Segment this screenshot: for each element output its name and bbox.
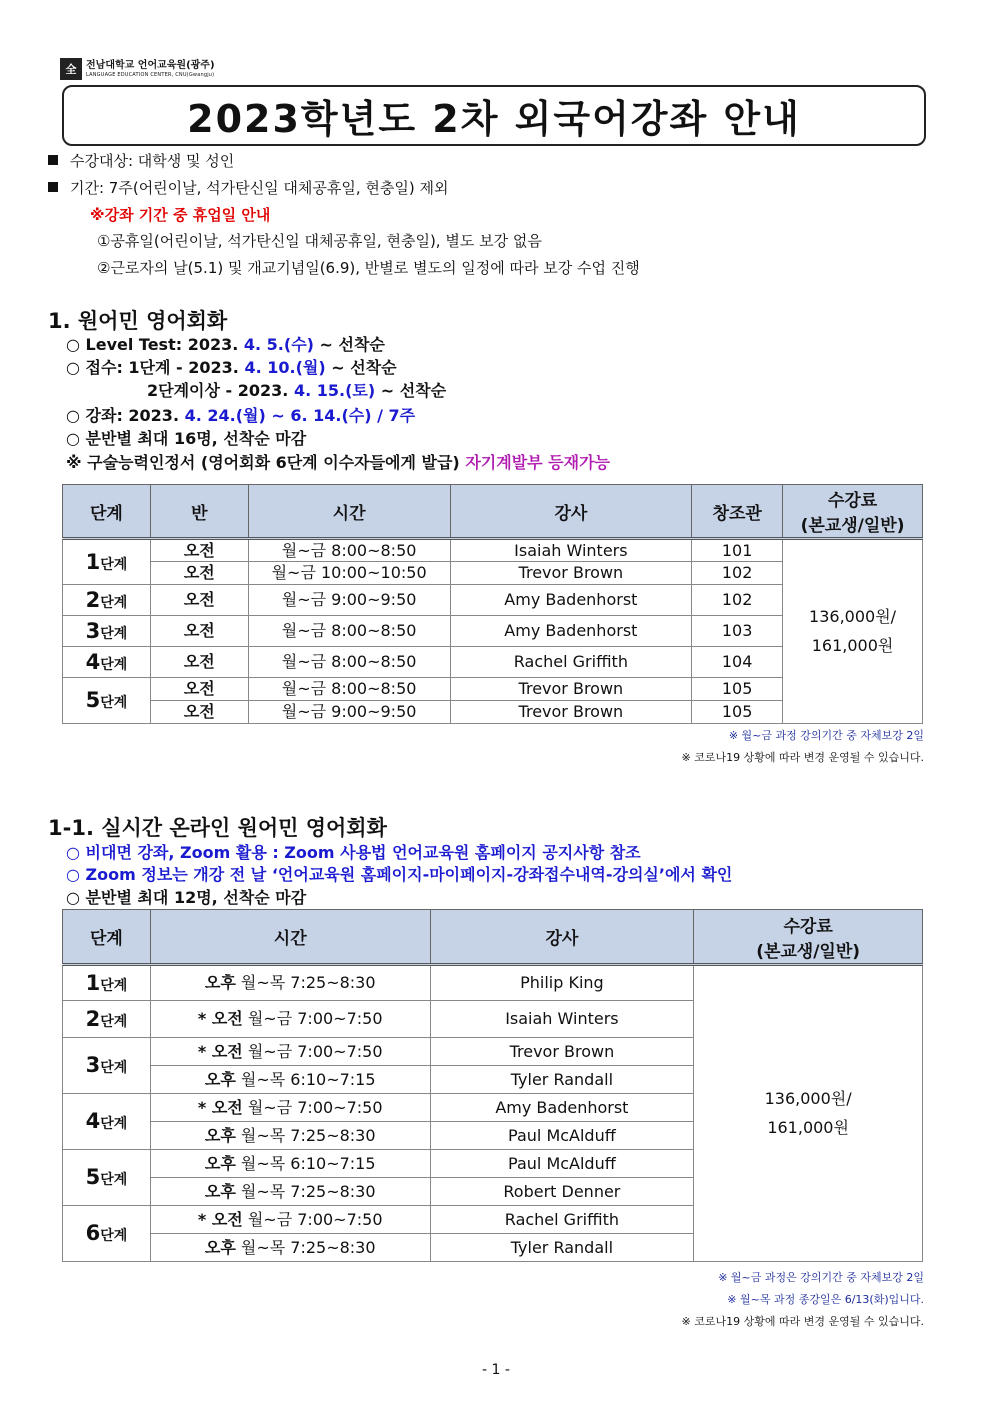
level-cell: 1단계 [63,539,151,585]
header-fee: 수강료 (본교생/일반) [783,485,923,539]
section2-note-1: ※ 월~금 과정은 강의기간 중 자체보강 2일 [718,1271,924,1284]
level-cell: 3단계 [63,1038,151,1094]
level-cell: 2단계 [63,585,151,616]
teacher-cell: Trevor Brown [450,701,692,724]
teacher-cell: Trevor Brown [430,1038,694,1066]
registration-line-2: 2단계이상 - 2023. 4. 15.(토) ~ 선착순 [147,381,447,400]
level-cell: 4단계 [63,1094,151,1150]
holiday-item-1: ①공휴일(어린이날, 석가탄신일 대체공휴일, 현충일), 별도 보강 없음 [97,232,542,250]
time-cell: 월~금 8:00~8:50 [248,678,450,701]
teacher-cell: Paul McAlduff [430,1150,694,1178]
time-cell: 오후 월~목 7:25~8:30 [150,1234,430,1262]
logo-subtitle: LANGUAGE EDUCATION CENTER, CNU(Gwangju) [86,71,215,78]
teacher-cell: Robert Denner [430,1178,694,1206]
time-cell: 오후 월~목 6:10~7:15 [150,1150,430,1178]
room-cell: 101 [692,539,783,562]
level-cell: 5단계 [63,678,151,724]
header-level: 단계 [63,910,151,965]
header-room: 창조관 [692,485,783,539]
online-line-2: ○ Zoom 정보는 개강 전 날 ‘언어교육원 홈페이지-마이페이지-강좌접수내역-강의실’에서 확인 [66,865,733,884]
level-cell: 3단계 [63,616,151,647]
teacher-cell: Amy Badenhorst [450,585,692,616]
header-level: 단계 [63,485,151,539]
header-time: 시간 [248,485,450,539]
section2-note-3: ※ 코로나19 상황에 따라 변경 운영될 수 있습니다. [681,1315,924,1328]
square-bullet-icon [48,155,58,165]
teacher-cell: Trevor Brown [450,678,692,701]
fee-cell: 136,000원/ 161,000원 [694,965,923,1262]
logo-mark-icon: 全 [60,58,82,80]
time-cell: 오후 월~목 7:25~8:30 [150,965,430,1001]
level-cell: 1단계 [63,965,151,1001]
time-cell: 월~금 10:00~10:50 [248,562,450,585]
holiday-item-2: ②근로자의 날(5.1) 및 개교기념일(6.9), 반별로 별도의 일정에 따라 보강 수업 진행 [97,259,640,277]
online-line-3: ○ 분반별 최대 12명, 선착순 마감 [66,888,307,907]
table-row [63,539,923,562]
time-cell: * 오전 월~금 7:00~7:50 [150,1038,430,1066]
teacher-cell: Paul McAlduff [430,1122,694,1150]
title-box [62,85,926,146]
logo-name: 전남대학교 언어교육원(광주) [86,59,215,71]
header-teacher: 강사 [430,910,694,965]
registration-line: ○ 접수: 1단계 - 2023. 4. 10.(월) ~ 선착순 [66,358,397,377]
section1-note-2: ※ 코로나19 상황에 따라 변경 운영될 수 있습니다. [681,751,924,764]
fee-cell: 136,000원/ 161,000원 [783,539,923,724]
teacher-cell: Isaiah Winters [450,539,692,562]
time-cell: 오후 월~목 6:10~7:15 [150,1066,430,1094]
section2-heading: 1-1. 실시간 온라인 원어민 영어회화 [48,816,387,840]
time-cell: 월~금 8:00~8:50 [248,539,450,562]
header-fee: 수강료 (본교생/일반) [694,910,923,965]
teacher-cell: Trevor Brown [450,562,692,585]
teacher-cell: Rachel Griffith [430,1206,694,1234]
time-cell: * 오전 월~금 7:00~7:50 [150,1206,430,1234]
page-title: 2023학년도 2차 외국어강좌 안내 [187,97,801,141]
section1-note-1: ※ 월~금 과정 강의기간 중 자체보강 2일 [728,729,924,742]
intro-period: 기간: 7주(어린이날, 석가탄신일 대체공휴일, 현충일) 제외 [48,177,448,198]
time-cell: * 오전 월~금 7:00~7:50 [150,1001,430,1038]
page-number: - 1 - [482,1362,510,1378]
offline-course-table [62,484,923,724]
level-cell: 4단계 [63,647,151,678]
class-cell: 오전 [150,678,248,701]
class-cell: 오전 [150,647,248,678]
room-cell: 103 [692,616,783,647]
room-cell: 105 [692,701,783,724]
room-cell: 102 [692,585,783,616]
teacher-cell: Amy Badenhorst [450,616,692,647]
room-cell: 102 [692,562,783,585]
online-line-1: ○ 비대면 강좌, Zoom 활용 : Zoom 사용법 언어교육원 홈페이지 공지사항 참조 [66,843,641,862]
capacity-line: ○ 분반별 최대 16명, 선착순 마감 [66,429,307,448]
square-bullet-icon [48,182,58,192]
class-cell: 오전 [150,616,248,647]
table-row [63,965,923,1001]
course-period-line: ○ 강좌: 2023. 4. 24.(월) ~ 6. 14.(수) / 7주 [66,406,416,425]
time-cell: 월~금 8:00~8:50 [248,647,450,678]
time-cell: 오후 월~목 7:25~8:30 [150,1178,430,1206]
level-cell: 6단계 [63,1206,151,1262]
room-cell: 105 [692,678,783,701]
section1-heading: 1. 원어민 영어회화 [48,309,228,333]
room-cell: 104 [692,647,783,678]
section2-note-2: ※ 월~목 과정 종강일은 6/13(화)입니다. [727,1293,924,1306]
class-cell: 오전 [150,539,248,562]
class-cell: 오전 [150,585,248,616]
header-teacher: 강사 [450,485,692,539]
teacher-cell: Philip King [430,965,694,1001]
level-test-line: ○ Level Test: 2023. 4. 5.(수) ~ 선착순 [66,335,385,354]
class-cell: 오전 [150,701,248,724]
time-cell: 월~금 9:00~9:50 [248,585,450,616]
holiday-title: ※강좌 기간 중 휴업일 안내 [90,206,271,224]
header-time: 시간 [150,910,430,965]
certificate-line: ※ 구술능력인정서 (영어회화 6단계 이수자들에게 발급) 자기계발부 등재가능 [66,453,611,472]
teacher-cell: Tyler Randall [430,1066,694,1094]
logo [60,58,215,80]
class-cell: 오전 [150,562,248,585]
time-cell: 월~금 9:00~9:50 [248,701,450,724]
teacher-cell: Tyler Randall [430,1234,694,1262]
level-cell: 2단계 [63,1001,151,1038]
time-cell: 오후 월~목 7:25~8:30 [150,1122,430,1150]
teacher-cell: Rachel Griffith [450,647,692,678]
intro-target: 수강대상: 대학생 및 성인 [48,150,234,171]
teacher-cell: Amy Badenhorst [430,1094,694,1122]
time-cell: 월~금 8:00~8:50 [248,616,450,647]
header-class: 반 [150,485,248,539]
online-course-table [62,909,923,1262]
teacher-cell: Isaiah Winters [430,1001,694,1038]
level-cell: 5단계 [63,1150,151,1206]
time-cell: * 오전 월~금 7:00~7:50 [150,1094,430,1122]
